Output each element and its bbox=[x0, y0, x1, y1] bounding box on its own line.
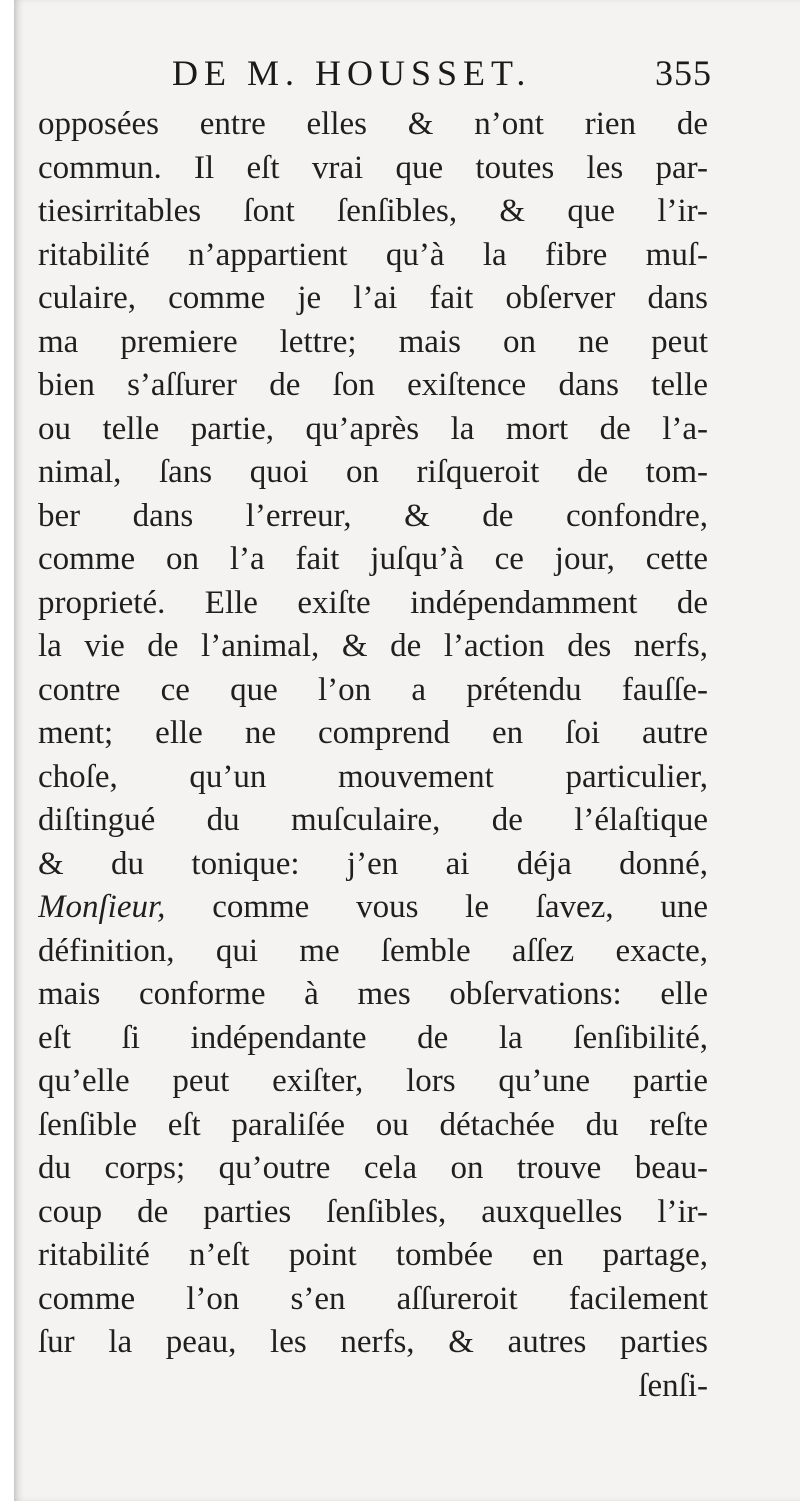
text-line: ma premiere lettre; mais on ne peut bbox=[38, 323, 708, 360]
text-line: contre ce que l’on a prétendu fauſſe- bbox=[38, 671, 708, 708]
page-gutter bbox=[0, 0, 14, 1501]
text-line: ritabilité n’eſt point tombée en partage, bbox=[38, 1237, 708, 1273]
text-line: ſenſible eſt paraliſée ou détachée du reſte bbox=[38, 1106, 708, 1143]
book-page bbox=[14, 0, 800, 1501]
page-header bbox=[172, 52, 712, 100]
text-line: mais conforme à mes obſervations: elle bbox=[38, 976, 708, 1012]
text-line: nimal, ſans quoi on riſqueroit de tom- bbox=[38, 454, 708, 490]
text-line: proprieté. Elle exiſte indépendamment de bbox=[38, 584, 708, 621]
italic-word: Monſieur, bbox=[38, 889, 166, 925]
body-text bbox=[38, 103, 708, 1408]
text-line: culaire, comme je l’ai fait obſerver dans bbox=[38, 280, 708, 316]
text-line: définition, qui me ſemble aſſez exacte, bbox=[38, 932, 708, 969]
text-line: ritabilité n’appartient qu’à la fibre muſ- bbox=[38, 236, 708, 273]
text-line: bien s’aſſurer de ſon exiſtence dans telle bbox=[38, 367, 708, 403]
text-line: tiesirritables ſont ſenſibles, & que l’ir- bbox=[38, 193, 708, 229]
text-line: commun. Il eſt vrai que toutes les par- bbox=[38, 149, 708, 186]
text-line: du corps; qu’outre cela on trouve beau- bbox=[38, 1150, 708, 1186]
text-line: eſt ſi indépendante de la ſenſibilité, bbox=[38, 1019, 708, 1056]
text-line: opposées entre elles & n’ont rien de bbox=[38, 106, 708, 142]
text-line: ou telle partie, qu’après la mort de l’a- bbox=[38, 410, 708, 447]
running-head: DE M. HOUSSET. bbox=[172, 53, 532, 93]
text-line-rest: comme vous le ſavez, une bbox=[212, 889, 708, 925]
text-line: choſe, qu’un mouvement particulier, bbox=[38, 758, 708, 795]
text-line: diſtingué du muſculaire, de l’élaſtique bbox=[38, 802, 708, 838]
text-line: & du tonique: j’en ai déja donné, bbox=[38, 845, 708, 882]
page-number: 355 bbox=[655, 53, 712, 93]
text-line: ment; elle ne comprend en ſoi autre bbox=[38, 715, 708, 751]
text-line-with-italic bbox=[38, 886, 708, 930]
text-line: qu’elle peut exiſter, lors qu’une partie bbox=[38, 1063, 708, 1099]
text-line: ſur la peau, les nerfs, & autres parties bbox=[38, 1324, 708, 1360]
text-line: la vie de l’animal, & de l’action des nerfs, bbox=[38, 628, 708, 664]
text-line: comme on l’a fait juſqu’à ce jour, cette bbox=[38, 541, 708, 577]
catchword: ſenſi- bbox=[638, 1367, 708, 1404]
text-line: ber dans l’erreur, & de confondre, bbox=[38, 497, 708, 534]
text-line: coup de parties ſenſibles, auxquelles l’ir- bbox=[38, 1193, 708, 1230]
text-line: comme l’on s’en aſſureroit facilement bbox=[38, 1280, 708, 1317]
